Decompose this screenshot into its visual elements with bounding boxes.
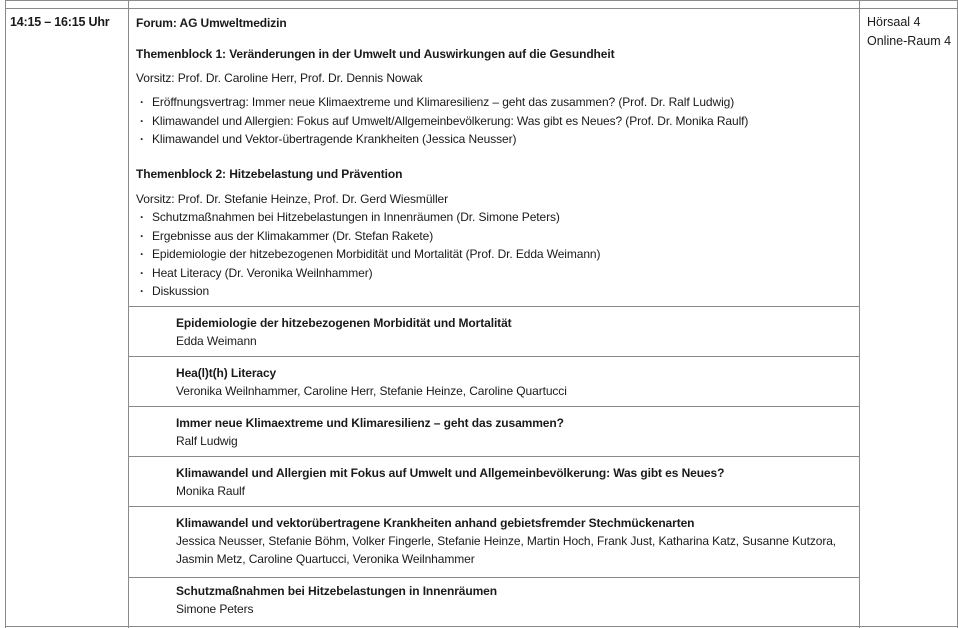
room-online: Online-Raum 4 — [867, 34, 952, 48]
agenda-item: · Heat Literacy (Dr. Veronika Weilnhammer) — [136, 264, 600, 283]
talk-authors: Veronika Weilnhammer, Caroline Herr, Stefanie Heinze, Caroline Quartucci — [176, 384, 567, 398]
agenda-item: · Diskussion — [136, 282, 600, 301]
talk-divider — [129, 577, 859, 578]
talk-authors: Monika Raulf — [176, 484, 245, 498]
talk-entry — [176, 514, 836, 568]
row-top-border — [5, 8, 958, 9]
block-1-chair: Vorsitz: Prof. Dr. Caroline Herr, Prof. Dr. Dennis Nowak — [136, 71, 423, 85]
talk-entry — [176, 464, 724, 500]
talk-title: Schutzmaßnahmen bei Hitzebelastungen in Innenräumen — [176, 584, 497, 598]
room-primary: Hörsaal 4 — [867, 15, 921, 29]
talk-title: Klimawandel und vektorübertragene Krankheiten anhand gebietsfremder Stechmückenarten — [176, 516, 695, 530]
talk-divider — [129, 356, 859, 357]
block-2-title: Themenblock 2: Hitzebelastung und Prävention — [136, 167, 403, 181]
talks-divider — [129, 306, 859, 307]
talk-authors: Edda Weimann — [176, 334, 257, 348]
talk-authors: Ralf Ludwig — [176, 434, 238, 448]
table-top-border — [5, 0, 958, 1]
talk-title: Klimawandel und Allergien mit Fokus auf Umwelt und Allgemeinbevölkerung: Was gibt es Neues? — [176, 466, 725, 480]
talk-authors: Jasmin Metz, Caroline Quartucci, Veronika Weilnhammer — [176, 552, 475, 566]
talk-divider — [129, 506, 859, 507]
block-2-chair: Vorsitz: Prof. Dr. Stefanie Heinze, Prof. Dr. Gerd Wiesmüller — [136, 192, 449, 206]
block-1-title: Themenblock 1: Veränderungen in der Umwelt und Auswirkungen auf die Gesundheit — [136, 47, 615, 61]
room-column-divider — [859, 0, 860, 628]
talk-title: Immer neue Klimaextreme und Klimaresilienz – geht das zusammen? — [176, 416, 564, 430]
talk-authors: Jessica Neusser, Stefanie Böhm, Volker Fingerle, Stefanie Heinze, Martin Hoch, Frank Just, Katharina Katz, Susanne Kutzora, — [176, 534, 837, 548]
agenda-item: · Klimawandel und Allergien: Fokus auf Umwelt/Allgemeinbevölkerung: Was gibt es Neues? (Prof. Dr. Monika Raulf) — [136, 112, 748, 131]
talk-divider — [129, 456, 859, 457]
talk-authors: Simone Peters — [176, 602, 254, 616]
time-column-divider — [128, 0, 129, 628]
talk-divider — [129, 406, 859, 407]
talk-entry — [176, 582, 497, 618]
agenda-item: · Klimawandel und Vektor-übertragende Krankheiten (Jessica Neusser) — [136, 130, 748, 149]
table-bottom-border — [5, 626, 958, 627]
table-left-border — [5, 0, 6, 628]
agenda-item: · Ergebnisse aus der Klimakammer (Dr. Stefan Rakete) — [136, 227, 600, 246]
talk-entry — [176, 314, 512, 350]
agenda-item: · Schutzmaßnahmen bei Hitzebelastungen in Innenräumen (Dr. Simone Peters) — [136, 208, 600, 227]
agenda-item: · Epidemiologie der hitzebezogenen Morbidität und Mortalität (Prof. Dr. Edda Weimann) — [136, 245, 600, 264]
talk-entry — [176, 414, 564, 450]
talk-title: Epidemiologie der hitzebezogenen Morbidität und Mortalität — [176, 316, 512, 330]
agenda-item: · Eröffnungsvertrag: Immer neue Klimaextreme und Klimaresilienz – geht das zusammen? (Prof. Dr. Ralf Ludwig) — [136, 93, 748, 112]
block-1-items — [136, 93, 748, 149]
session-time: 14:15 – 16:15 Uhr — [10, 15, 110, 29]
block-2-items — [136, 208, 600, 301]
talk-entry — [176, 364, 567, 400]
forum-title: Forum: AG Umweltmedizin — [136, 16, 287, 30]
talk-title: Hea(l)t(h) Literacy — [176, 366, 277, 380]
